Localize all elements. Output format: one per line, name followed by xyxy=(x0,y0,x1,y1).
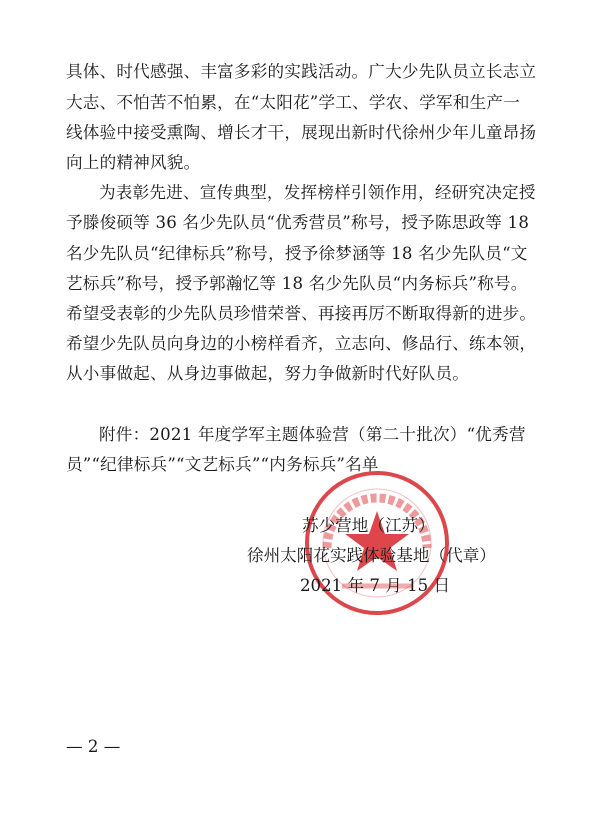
issue-date: 2021 年 7 月 15 日 xyxy=(300,576,451,595)
page-number: — 2 — xyxy=(66,737,121,756)
issuer-org-2: 徐州太阳花实践体验基地（代章） xyxy=(247,546,496,565)
body-line: 线体验中接受熏陶、增长才干，展现出新时代徐州少年儿童昂扬 xyxy=(66,123,537,142)
body-line: 希望受表彰的少先队员珍惜荣誉、再接再厉不断取得新的进步。 xyxy=(66,304,537,323)
body-line: 名少先队员“纪律标兵”称号，授予徐梦涵等 18 名少先队员“文 xyxy=(66,244,528,263)
body-line: 艺标兵”称号，授予郭瀚忆等 18 名少先队员“内务标兵”称号。 xyxy=(66,274,528,293)
attachment-line: 附件：2021 年度学军主题体验营（第二十批次）“优秀营 xyxy=(99,425,526,444)
body-line: 希望少先队员向身边的小榜样看齐，立志向、修品行、练本领， xyxy=(66,334,537,353)
body-line: 予滕俊硕等 36 名少先队员“优秀营员”称号，授予陈思政等 18 xyxy=(66,213,530,232)
body-line: 具体、时代感强、丰富多彩的实践活动。广大少先队员立长志立 xyxy=(66,62,537,81)
body-line: 为表彰先进、宣传典型，发挥榜样引领作用，经研究决定授 xyxy=(99,183,536,202)
attachment-line: 员”“纪律标兵”“文艺标兵”“内务标兵”名单 xyxy=(66,455,379,474)
body-line: 从小事做起、从身边事做起，努力争做新时代好队员。 xyxy=(66,364,470,383)
body-line: 向上的精神风貌。 xyxy=(66,153,201,172)
body-line: 大志、不怕苦不怕累，在“太阳花”学工、学农、学军和生产一 xyxy=(66,93,521,112)
issuer-org-1: 苏少营地（江苏） xyxy=(302,516,435,535)
